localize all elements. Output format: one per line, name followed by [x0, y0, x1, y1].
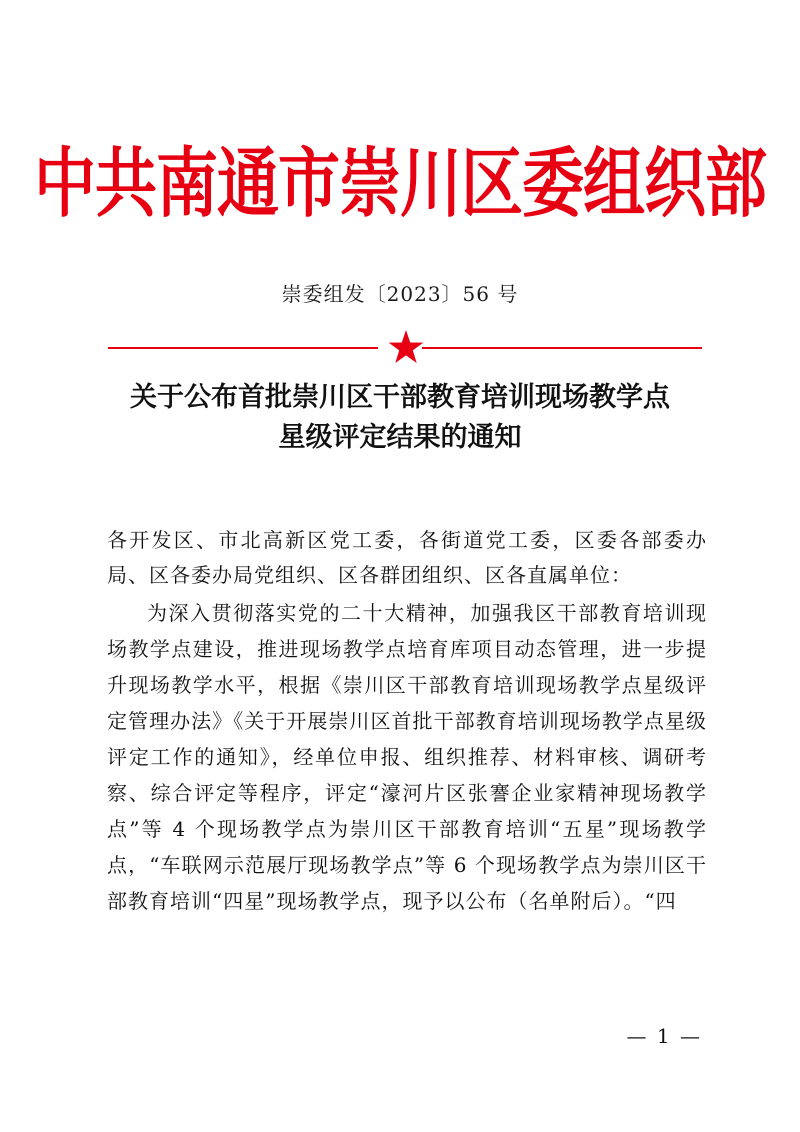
document-number: 崇委组发〔2023〕56 号 — [281, 282, 519, 306]
star-icon — [386, 328, 426, 368]
notice-title — [90, 378, 710, 458]
divider-line-right — [422, 347, 702, 349]
body-paragraph: 为深入贯彻落实党的二十大精神，加强我区干部教育培训现场教学点建设，推进现场教学点培育库项目动态管理，进一步提升现场教学水平，根据《崇川区干部教育培训现场教学点星级评定管理办法》《关于开展崇川区首批干部教育培训现场教学点星级评定工作的通知》，经单位申报、组织推荐、材料审核、调研考察、综合评定等程序，评定“濠河片区张謇企业家精神现场教学点”等 4 个现场教学点为崇川区干部教育培训“五星”现场教学点，“车联网示范展厅现场教学点”等 6 个现场教学点为崇川区干部教育培训“四星”现场教学点，现予以公布（名单附后）。“四 — [107, 601, 707, 913]
red-divider — [108, 328, 702, 368]
divider-line-left — [108, 347, 378, 349]
recipients-paragraph: 各开发区、市北高新区党工委，各街道党工委，区委各部委办局、区各委办局党组织、区各群团组织、区各直属单位： — [107, 528, 707, 587]
issuing-organization-title: 中共南通市崇川区委组织部 — [33, 138, 766, 228]
page-number: — 1 — — [626, 1024, 702, 1048]
notice-title-line-1: 关于公布首批崇川区干部教育培训现场教学点 — [130, 382, 670, 413]
notice-title-line-2: 星级评定结果的通知 — [278, 422, 522, 453]
